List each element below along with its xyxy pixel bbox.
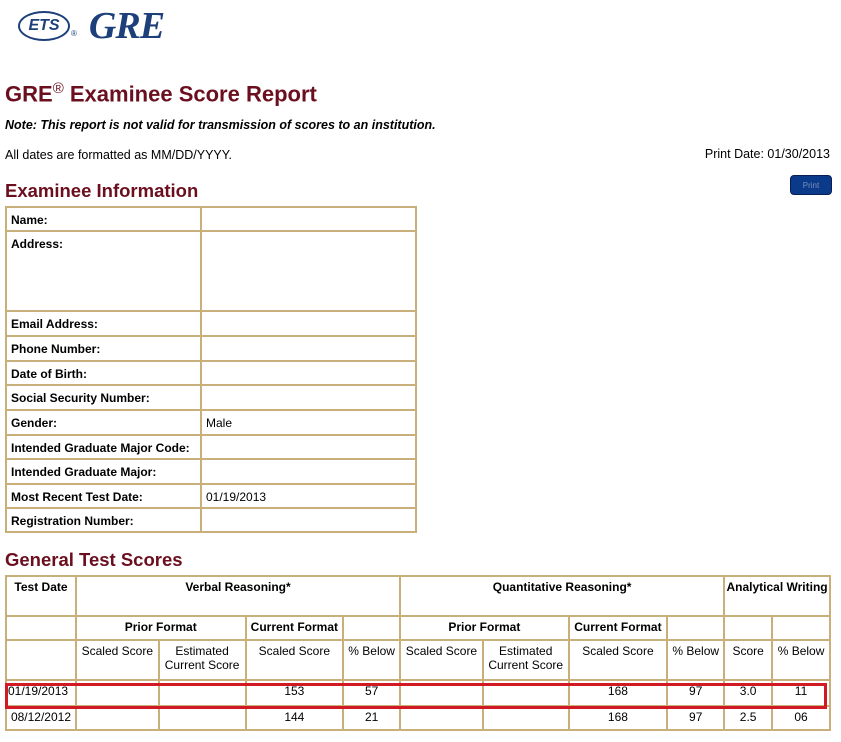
header-test-date: Test Date — [6, 576, 76, 616]
info-row: Name: — [6, 207, 416, 231]
info-row: Address: — [6, 231, 416, 311]
writing-pct-below: 11 — [772, 680, 830, 706]
info-row: Gender: Male — [6, 410, 416, 435]
info-row: Phone Number: — [6, 336, 416, 361]
registered-mark: ® — [71, 28, 77, 38]
score-header-row — [6, 576, 830, 616]
quant-scaled-score: 168 — [569, 706, 668, 730]
page-title: GRE® Examinee Score Report — [5, 80, 317, 107]
header-verbal: Verbal Reasoning* — [76, 576, 400, 616]
date-format-note: All dates are formatted as MM/DD/YYYY. — [5, 148, 232, 162]
score-row — [6, 680, 830, 706]
verbal-pct-below: 21 — [343, 706, 400, 730]
quant-pct-below: 97 — [667, 706, 724, 730]
header-v-prior-format: Prior Format — [76, 616, 246, 640]
ets-logo: ETS — [18, 11, 70, 41]
test-date: 01/19/2013 — [6, 680, 76, 706]
print-button[interactable]: Print — [790, 175, 832, 195]
col-q-prior-scaled: Scaled Score — [400, 640, 483, 680]
print-date: Print Date: 01/30/2013 — [704, 147, 830, 161]
col-v-prior-est: Estimated Current Score — [159, 640, 246, 680]
verbal-pct-below: 57 — [343, 680, 400, 706]
info-row: Email Address: — [6, 311, 416, 336]
header-q-current-format: Current Format — [569, 616, 668, 640]
col-v-pct: % Below — [343, 640, 400, 680]
header-quant: Quantitative Reasoning* — [400, 576, 724, 616]
info-row: Registration Number: — [6, 508, 416, 532]
writing-score: 3.0 — [724, 680, 772, 706]
quant-pct-below: 97 — [667, 680, 724, 706]
gre-logo: GRE — [88, 5, 165, 47]
examinee-info-heading: Examinee Information — [5, 180, 199, 201]
ets-gre-logo — [18, 4, 164, 48]
info-row: Social Security Number: — [6, 385, 416, 410]
col-w-score: Score — [724, 640, 772, 680]
info-row: Date of Birth: — [6, 361, 416, 385]
quant-scaled-score: 168 — [569, 680, 668, 706]
col-w-pct: % Below — [772, 640, 830, 680]
info-row: Intended Graduate Major Code: — [6, 435, 416, 459]
header-writing: Analytical Writing — [724, 576, 830, 616]
test-date: 08/12/2012 — [6, 706, 76, 730]
col-q-pct: % Below — [667, 640, 724, 680]
col-q-scaled: Scaled Score — [569, 640, 668, 680]
col-v-scaled: Scaled Score — [246, 640, 344, 680]
header-v-current-format: Current Format — [246, 616, 344, 640]
info-row: Intended Graduate Major: — [6, 459, 416, 484]
general-test-scores-heading: General Test Scores — [5, 549, 183, 570]
verbal-scaled-score: 144 — [246, 706, 344, 730]
header-q-prior-format: Prior Format — [400, 616, 569, 640]
col-q-prior-est: Estimated Current Score — [483, 640, 569, 680]
validity-note: Note: This report is not valid for transmission of scores to an institution. — [5, 118, 436, 132]
col-v-prior-scaled: Scaled Score — [76, 640, 159, 680]
writing-score: 2.5 — [724, 706, 772, 730]
verbal-scaled-score: 153 — [246, 680, 344, 706]
score-column-row — [6, 640, 830, 680]
score-row — [6, 706, 830, 730]
info-row: Most Recent Test Date: 01/19/2013 — [6, 484, 416, 508]
score-subheader-row — [6, 616, 830, 640]
writing-pct-below: 06 — [772, 706, 830, 730]
examinee-info-table — [5, 206, 417, 533]
general-test-scores-table — [5, 575, 831, 731]
